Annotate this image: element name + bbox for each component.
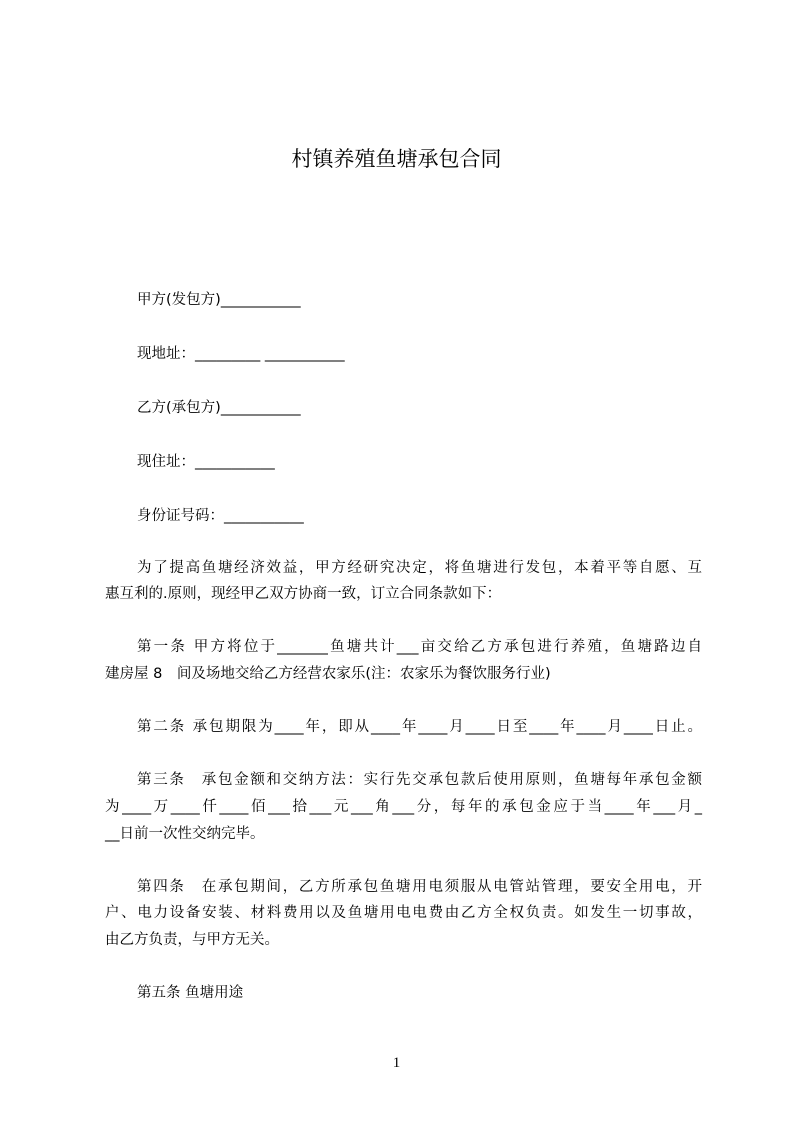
- id-number-field: 身份证号码：___________: [137, 508, 304, 524]
- party-a-address-field: 现地址：_________ ___________: [137, 346, 345, 362]
- article-2: 第二条 承包期限为____年，即从____年____月____日至____年____月____日止。: [137, 719, 702, 735]
- article-3-line-1: 第三条 承包金额和交纳方法：实行先交承包款后使用原则，鱼塘每年承包金额: [137, 772, 702, 788]
- intro-line-1: 为了提高鱼塘经济效益，甲方经研究决定，将鱼塘进行发包，本着平等自愿、互: [137, 560, 702, 576]
- article-3-line-3: __日前一次性交纳完毕。: [105, 826, 265, 842]
- article-1-line-2: 建房屋 8 间及场地交给乙方经营农家乐(注：农家乐为餐饮服务行业): [105, 666, 551, 682]
- party-b-address-field: 现住址：___________: [137, 454, 275, 470]
- article-3-line-2: 为____万____仟____佰___拾___元___角___分，每年的承包金应于当____年___月_: [105, 799, 702, 815]
- article-4-line-1: 第四条 在承包期间，乙方所承包鱼塘用电须服从电管站管理，要安全用电，开: [137, 879, 702, 895]
- article-4-line-3: 由乙方负责，与甲方无关。: [105, 932, 279, 948]
- party-b-field: 乙方(承包方)___________: [137, 400, 301, 416]
- article-4-line-2: 户、电力设备安装、材料费用以及鱼塘用电电费由乙方全权负责。如发生一切事故，: [105, 905, 702, 921]
- document-title: 村镇养殖鱼塘承包合同: [291, 147, 502, 171]
- page-number: 1: [392, 1055, 401, 1071]
- party-a-field: 甲方(发包方)___________: [137, 292, 301, 308]
- article-1-line-1: 第一条 甲方将位于_______鱼塘共计___亩交给乙方承包进行养殖，鱼塘路边自: [137, 639, 702, 655]
- article-5-heading: 第五条 鱼塘用途: [137, 985, 244, 1001]
- intro-line-2: 惠互利的.原则，现经甲乙双方协商一致，订立合同条款如下：: [105, 586, 502, 602]
